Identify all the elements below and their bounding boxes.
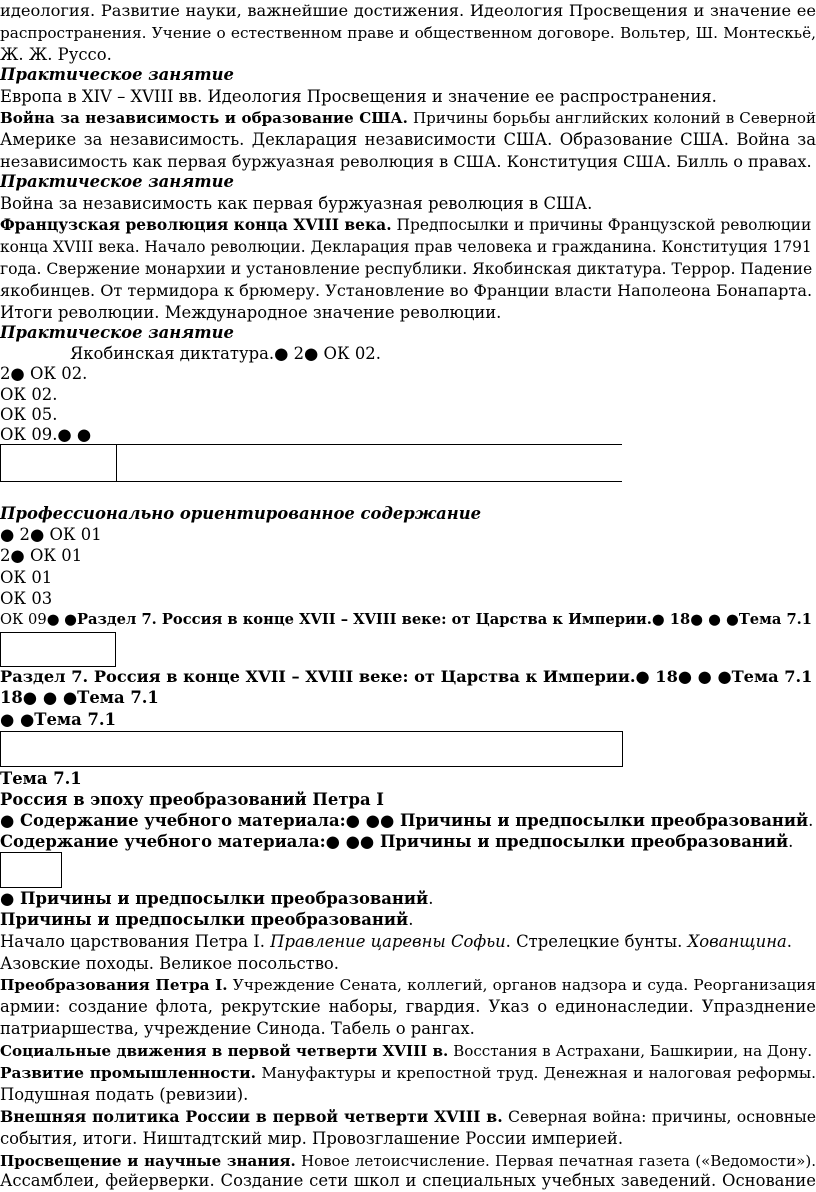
text-line	[0, 909, 816, 931]
text-line: 2● ОК 01	[0, 546, 83, 565]
text-span: Начало царствования Петра I.	[0, 932, 271, 951]
practice-heading: Практическое занятие	[0, 172, 234, 191]
text-line	[0, 1150, 816, 1172]
text-line: Итоги революции. Международное значение революции.	[0, 303, 502, 322]
table-cell	[0, 852, 62, 888]
text-line: конца XVIII века. Начало революции. Декларация прав человека и гражданина. Конституция 1791	[0, 238, 812, 256]
text-line	[0, 1106, 816, 1128]
text-line	[0, 974, 816, 996]
practice-heading: Практическое занятие	[0, 323, 234, 342]
text-line: Ассамблеи, фейерверки. Создание сети школ и специальных учебных заведений. Основание	[0, 1171, 816, 1190]
content-heading: ● Содержание учебного материала:● ●● Причины и предпосылки преобразований	[0, 811, 809, 830]
france-title: Французская революция конца XVIII века.	[0, 215, 392, 234]
text-span: Учреждение Сената, коллегий, органов надзора и суда. Реорганизация	[227, 976, 816, 994]
text-line: ОК 02.	[0, 385, 58, 404]
text-span: .	[408, 910, 414, 929]
reforms-title: Преобразования Петра I.	[0, 976, 228, 994]
prof-heading: Профессионально ориентированное содержание	[0, 504, 482, 523]
text-span: Хованщина	[687, 932, 787, 951]
text-line: ОК 09.● ●	[0, 425, 92, 444]
text-line: Азовские походы. Великое посольство.	[0, 954, 340, 973]
text-span: Причины борьбы английских колоний в Северной	[407, 109, 816, 127]
practice-heading: Практическое занятие	[0, 65, 234, 84]
text-line: распространения. Учение о естественном праве и общественном договоре. Вольтер, Ш. Монтескьё,	[0, 24, 816, 42]
table-cell	[0, 632, 116, 667]
text-span: ОК 09● ●	[0, 611, 77, 628]
text-span: .	[808, 811, 814, 830]
text-span: .	[788, 832, 794, 851]
table-rule	[0, 481, 622, 482]
foreign-title: Внешняя политика России в первой четверти XVIII в.	[0, 1107, 503, 1126]
text-span: Правление царевны Софьи	[270, 932, 506, 951]
text-line	[0, 931, 816, 953]
text-span: Восстания в Астрахани, Башкирии, на Дону.	[448, 1042, 813, 1060]
enlight-title: Просвещение и научные знания.	[0, 1152, 296, 1170]
content-heading: Содержание учебного материала:● ●● Причины и предпосылки преобразований	[0, 832, 789, 851]
text-line: патриаршества, учреждение Синода. Табель о рангах.	[0, 1019, 475, 1038]
text-span: Северная война: причины, основные	[502, 1107, 816, 1126]
text-line: ● 2● ОК 01	[0, 525, 102, 544]
text-line	[0, 810, 816, 832]
text-line: Подушная подать (ревизии).	[0, 1085, 249, 1104]
text-line: 18● ● ●Тема 7.1	[0, 688, 159, 707]
text-line	[0, 1062, 816, 1084]
table-rule	[0, 444, 1, 482]
causes-heading: Причины и предпосылки преобразований	[0, 910, 409, 929]
topic-label: Тема 7.1	[0, 769, 82, 788]
text-span: .	[786, 932, 792, 951]
table-rule	[116, 444, 117, 482]
section-title: Раздел 7. Россия в конце XVII – XVIII веке: от Царства к Империи.● 18● ● ●Тема 7.1	[77, 611, 812, 628]
text-line: ОК 05.	[0, 405, 58, 424]
text-line	[0, 609, 816, 631]
table-rule	[0, 444, 622, 445]
text-line	[0, 1040, 816, 1062]
text-line: независимость как первая буржуазная революция в США. Конституция США. Билль о правах.	[0, 152, 812, 171]
text-line: Ж. Ж. Руссо.	[0, 45, 112, 64]
text-line: Якобинская диктатура.● 2● ОК 02.	[70, 344, 381, 363]
text-line: Европа в XIV – XVIII вв. Идеология Просвещения и значение ее распространения.	[0, 87, 717, 106]
text-span: Предпосылки и причины Французской революции	[391, 216, 812, 234]
text-line: ОК 03	[0, 589, 53, 608]
usa-title: Война за независимость и образование США.	[0, 109, 408, 127]
social-title: Социальные движения в первой четверти XVIII в.	[0, 1042, 449, 1060]
text-line: события, итоги. Ништадтский мир. Провозглашение России империей.	[0, 1129, 624, 1148]
usa-paragraph-line	[0, 107, 816, 129]
text-line: идеология. Развитие науки, важнейшие достижения. Идеология Просвещения и значение ее	[0, 1, 816, 20]
text-span: .	[428, 889, 434, 908]
text-line: Война за независимость как первая буржуазная революция в США.	[0, 194, 593, 213]
text-line: года. Свержение монархии и установление республики. Якобинская диктатура. Террор. Падение	[0, 260, 813, 278]
text-line	[0, 831, 816, 853]
causes-heading: ● Причины и предпосылки преобразований	[0, 889, 429, 908]
text-span: Мануфактуры и крепостной труд. Денежная и налоговая реформы.	[256, 1064, 816, 1082]
text-line: ● ●Тема 7.1	[0, 710, 117, 729]
table-cell	[0, 731, 623, 767]
text-line: Америке за независимость. Декларация независимости США. Образование США. Война за	[0, 130, 816, 149]
topic-title: Россия в эпоху преобразований Петра I	[0, 790, 384, 809]
france-paragraph-line	[0, 214, 816, 236]
text-line: армии: создание флота, рекрутские наборы, гвардия. Указ о единонаследии. Упразднение	[0, 997, 816, 1016]
text-line: ОК 01	[0, 568, 53, 587]
text-span: . Стрелецкие бунты.	[505, 932, 688, 951]
text-span: Новое летоисчисление. Первая печатная газета («Ведомости»).	[295, 1152, 816, 1170]
text-line	[0, 888, 816, 910]
section-title: Раздел 7. Россия в конце XVII – XVIII веке: от Царства к Империи.● 18● ● ●Тема 7.1	[0, 667, 813, 686]
industry-title: Развитие промышленности.	[0, 1064, 256, 1082]
text-line: якобинцев. От термидора к брюмеру. Установление во Франции власти Наполеона Бонапарта.	[0, 281, 813, 300]
text-line: 2● ОК 02.	[0, 364, 88, 383]
